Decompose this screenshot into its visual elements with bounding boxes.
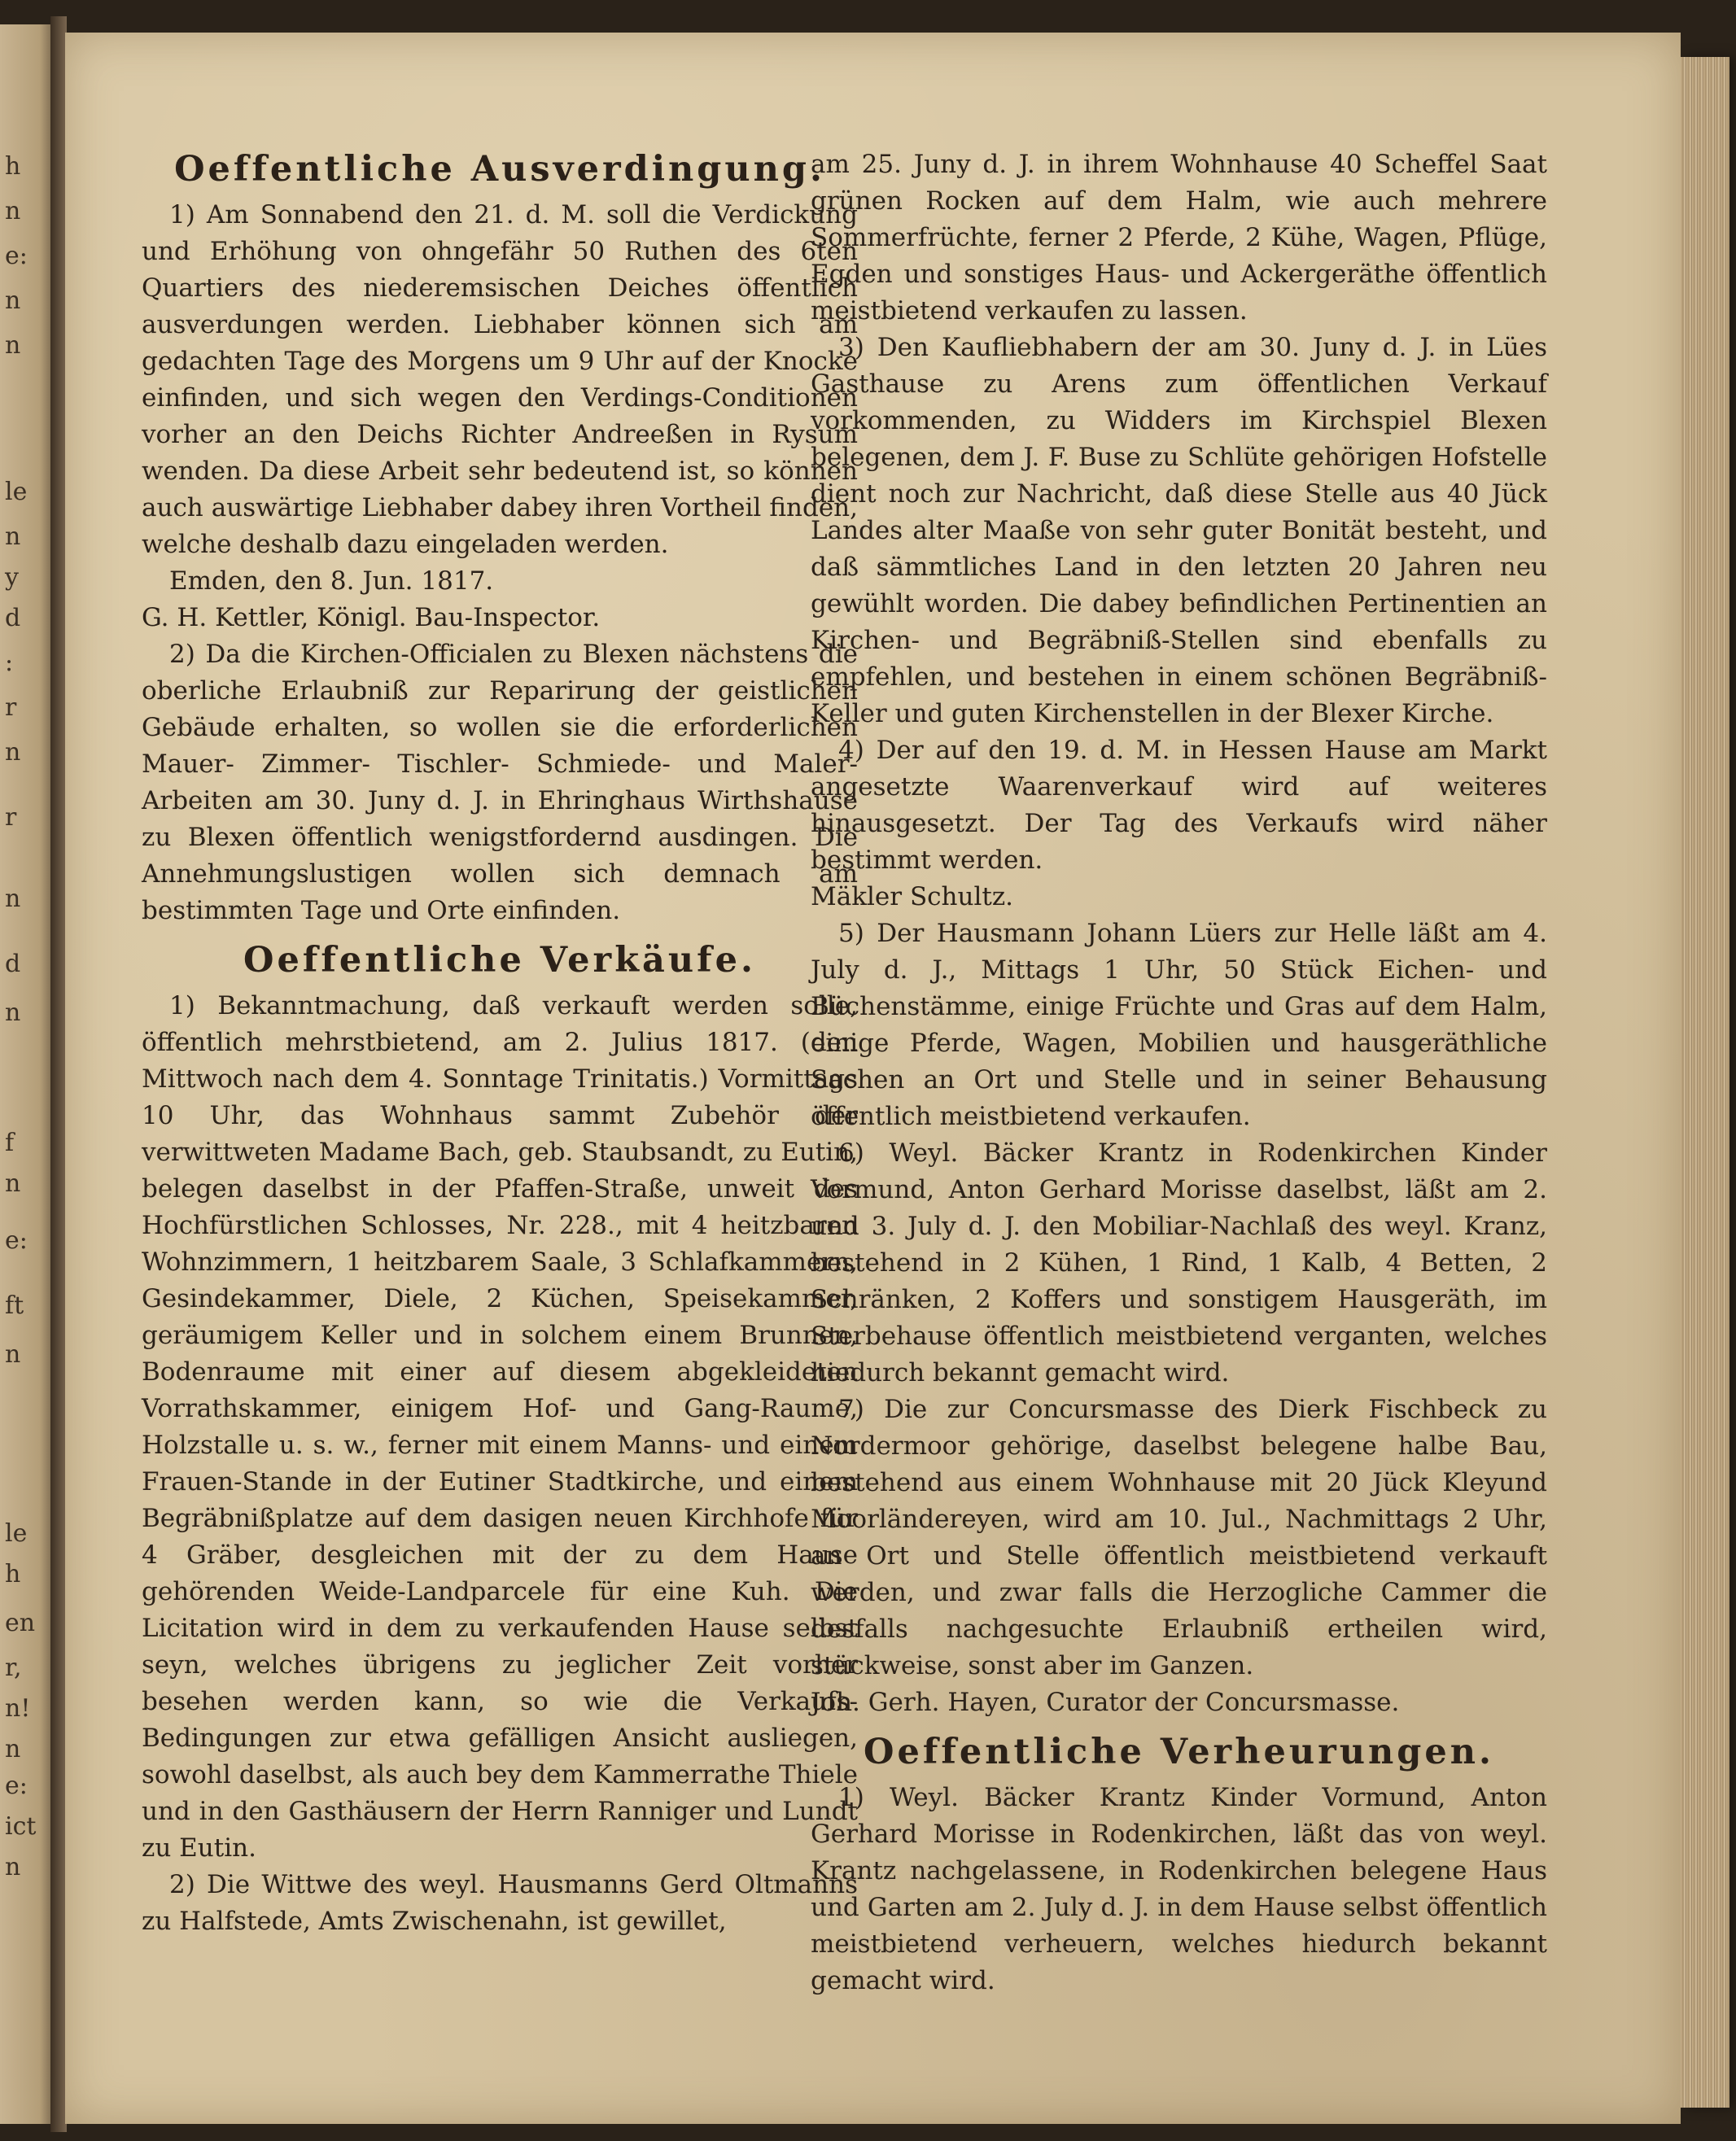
prev-page-fragment: f [5, 1129, 15, 1157]
prev-page-fragment: e: [5, 1226, 28, 1255]
previous-page-edge [0, 24, 57, 2124]
prev-page-fragment: e: [5, 242, 28, 270]
prev-page-fragment: n [5, 522, 21, 551]
prev-page-fragment: y [5, 563, 19, 592]
prev-page-fragment: n [5, 331, 21, 360]
prev-page-fragment: ict [5, 1812, 37, 1841]
prev-page-fragment: le [5, 478, 28, 506]
sale-item-eutin-house: 1) Bekanntmachung, daß verkauft werden solle, öffentlich mehrstbietend, am 2. Julius 1817. (den Mittwoch nach dem 4. Sonntage Trinitatis.) Vormittags 10 Uhr, das Wohnhaus sammt Zubehör der verwittweten Madame Bach, geb. Staubsandt, zu Eutin, belegen daselbst in der Pfaffen-Straße, unweit des Hochfürstlichen Schlosses, Nr. 228., mit 4 heitzbaren Wohnzimmern, 1 heitzbarem Saale, 3 Schlafkammern, Gesindekammer, Diele, 2 Küchen, Speisekammer, geräumigem Keller und in solchem einem Brunnen, Bodenraume mit einer auf diesem abgekleideten Vorrathskammer, einigem Hof- und Gang-Raume, Holzstalle u. s. w., ferner mit einem Manns- und einem Frauen-Stande in der Eutiner Stadtkirche, und einem Begräbnißplatze auf dem dasigen neuen Kirchhofe für 4 Gräber, desgleichen mit der zu dem Hause gehörenden Weide-Landparcele für eine Kuh. Die Licitation wird in dem zu verkaufenden Hause selbst seyn, welches übrigens zu jeglicher Zeit vorher besehen werden kann, so wie die Verkaufs-Bedingungen zur etwa gefälligen Ansicht ausliegen, sowohl daselbst, als auch bey dem Kammerrathe Thiele und in den Gasthäusern der Herrn Ranniger und Lundt zu Eutin. [142, 991, 858, 1863]
prev-page-fragment: n [5, 738, 21, 767]
prev-page-fragment: h [5, 152, 21, 181]
heading-verkaeufe: Oeffentliche Verkäufe. [243, 940, 756, 981]
printed-page [65, 33, 1681, 2124]
prev-page-fragment: d [5, 604, 21, 632]
sale-item-krantz-nachlass: 6) Weyl. Bäcker Krantz in Rodenkirchen Kinder Vormund, Anton Gerhard Morisse daselbst, läßt am 2. und 3. July d. J. den Mobiliar-Nachlaß des weyl. Kranz, bestehend in 2 Kühen, 1 Rind, 1 Kalb, 4 Betten, 2 Schränken, 2 Koffers und sonstigem Hausgeräth, im Sterbehause öffentlich meistbietend verganten, welches hiedurch bekannt gemacht wird. [811, 1138, 1547, 1387]
sale-item-hofstelle-widders: 3) Den Kaufliebhabern der am 30. Juny d. J. in Lües Gasthause zu Arens zum öffentlichen Verkauf vorkommenden, zu Widders im Kirchspiel Blexen belegenen, dem J. F. Buse zu Schlüte gehörigen Hofstelle dient noch zur Nachricht, daß diese Stelle aus 40 Jück Landes alter Maaße von sehr guter Bonität besteht, und daß sämmtliches Land in den letzten 20 Jahren neu gewühlt worden. Die dabey befindlichen Pertinentien an Kirchen- und Begräbniß-Stellen sind ebenfalls zu empfehlen, und bestehen in einem schönen Begräbniß-Keller und guten Kirchenstellen in der Blexer Kirche. [811, 333, 1547, 728]
prev-page-fragment: n [5, 286, 21, 315]
heading-ausverdingung: Oeffentliche Ausverdingung. [174, 149, 825, 190]
notice-place-date: Emden, den 8. Jun. 1817. [169, 566, 494, 596]
prev-page-fragment: n [5, 197, 21, 225]
prev-page-fragment: h [5, 1560, 21, 1588]
prev-page-fragment: n [5, 1169, 21, 1198]
left-column [142, 146, 858, 1940]
prev-page-fragment: n [5, 998, 21, 1027]
prev-page-fragment: r [5, 693, 17, 722]
sale-item-waarenverkauf: 4) Der auf den 19. d. M. in Hessen Hause am Markt angesetzte Waarenverkauf wird auf weiteres hinausgesetzt. Der Tag des Verkaufs wird näher bestimmt werden. [811, 736, 1547, 875]
notice-deich-verdickung: 1) Am Sonnabend den 21. d. M. soll die Verdickung und Erhöhung von ohngefähr 50 Ruthen des 6ten Quartiers des niederemsischen Deiches öffentlich ausverdungen werden. Liebhaber können sich am gedachten Tage des Morgens um 9 Uhr auf der Knocke einfinden, und sich wegen den Verdings-Conditionen vorher an den Deichs Richter Andreeßen in Rysum wenden. Da diese Arbeit sehr bedeutend ist, so können auch auswärtige Liebhaber dabey ihren Vortheil finden, welche deshalb dazu eingeladen werden. [142, 200, 858, 559]
rent-item-krantz-haus: 1) Weyl. Bäcker Krantz Kinder Vormund, Anton Gerhard Morisse in Rodenkirchen, läßt das von weyl. Krantz nachgelassene, in Rodenkirchen belegene Haus und Garten am 2. July d. J. in dem Hause selbst öffentlich meistbietend verheuern, welches hiedurch bekannt gemacht wird. [811, 1783, 1547, 1995]
prev-page-fragment: en [5, 1609, 36, 1637]
prev-page-fragment: : [5, 649, 14, 677]
prev-page-fragment: n [5, 1853, 21, 1881]
prev-page-fragment: n [5, 1340, 21, 1369]
page-stack-edges [1681, 57, 1729, 2108]
notice-signature-kettler: G. H. Kettler, Königl. Bau-Inspector. [142, 603, 601, 632]
prev-page-fragment: e: [5, 1772, 28, 1800]
prev-page-fragment: ft [5, 1291, 24, 1320]
signature-hayen: Joh. Gerh. Hayen, Curator der Concursmasse. [811, 1688, 1400, 1717]
sale-item-lueers: 5) Der Hausmann Johann Lüers zur Helle läßt am 4. July d. J., Mittags 1 Uhr, 50 Stück Eichen- und Büchenstämme, einige Früchte und Gras auf dem Halm, einige Pferde, Wagen, Mobilien und hausgeräthliche Sachen an Ort und Stelle und in seiner Behausung öffentlich meistbietend verkaufen. [811, 919, 1547, 1131]
prev-page-fragment: n [5, 885, 21, 913]
heading-verheurungen: Oeffentliche Verheurungen. [864, 1732, 1494, 1772]
prev-page-fragment: d [5, 950, 21, 978]
notice-kirchen-reparatur: 2) Da die Kirchen-Officialen zu Blexen nächstens die oberliche Erlaubniß zur Reparirung der geistlichen Gebäude erhalten, so wollen sie die erforderlichen Mauer- Zimmer- Tischler- Schmiede- und Maler-Arbeiten am 30. Juny d. J. in Ehringhaus Wirthshause zu Blexen öffentlich wenigstfordernd ausdingen. Die Annehmungslustigen wollen sich demnach am bestimmten Tage und Orte einfinden. [142, 640, 858, 925]
prev-page-fragment: le [5, 1519, 28, 1548]
prev-page-fragment: r [5, 803, 17, 832]
prev-page-fragment: r, [5, 1654, 22, 1682]
sale-item-oltmanns-start: 2) Die Wittwe des weyl. Hausmanns Gerd Oltmanns zu Halfstede, Amts Zwischenahn, ist gewillet, [142, 1870, 858, 1936]
book-spine [50, 16, 67, 2132]
sale-item-oltmanns-continued: am 25. Juny d. J. in ihrem Wohnhause 40 Scheffel Saat grünen Rocken auf dem Halm, wie auch mehrere Sommerfrüchte, ferner 2 Pferde, 2 Kühe, Wagen, Pflüge, Egden und sonstiges Haus- und Ackergeräthe öffentlich meistbietend verkaufen zu lassen. [811, 150, 1547, 326]
right-column [811, 146, 1547, 1999]
sale-item-fischbeck-concurs: 7) Die zur Concursmasse des Dierk Fischbeck zu Nordermoor gehörige, daselbst belegene halbe Bau, bestehend aus einem Wohnhause mit 20 Jück Kleyund Moorländereyen, wird am 10. Jul., Nachmittags 2 Uhr, an Ort und Stelle öffentlich meistbietend verkauft werden, und zwar falls die Herzogliche Cammer die desfalls nachgesuchte Erlaubniß ertheilen wird, stückweise, sonst aber im Ganzen. [811, 1395, 1547, 1680]
prev-page-fragment: n! [5, 1694, 31, 1723]
signature-maekler-schultz: Mäkler Schultz. [811, 882, 1014, 911]
prev-page-fragment: n [5, 1735, 21, 1763]
